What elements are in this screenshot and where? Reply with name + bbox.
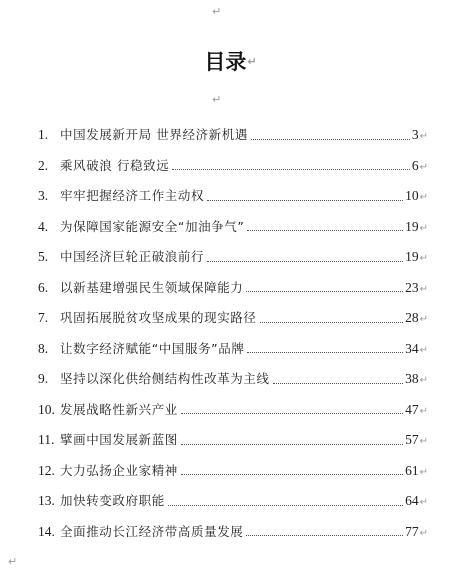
- toc-entry-title: 牢牢把握经济工作主动权: [60, 188, 205, 204]
- toc-entry-page: 47: [405, 401, 419, 417]
- toc-entry-title: 大力弘扬企业家精神: [60, 462, 178, 478]
- toc-entry-page: 34: [405, 340, 419, 356]
- table-of-contents: [38, 120, 428, 547]
- toc-entry-title: 擘画中国发展新蓝图: [60, 432, 178, 448]
- toc-entry-number: 9.: [38, 371, 49, 387]
- paragraph-mark-icon: ↵: [419, 161, 428, 173]
- toc-leader-dots: [273, 383, 404, 384]
- toc-entry[interactable]: [38, 120, 428, 151]
- toc-entry-title: 为保障国家能源安全“加油争气”: [60, 218, 245, 234]
- paragraph-mark-icon: ↵: [419, 466, 428, 478]
- paragraph-mark-icon: ↵: [419, 283, 428, 295]
- toc-entry-title: 以新基建增强民生领域保障能力: [60, 279, 244, 295]
- title-text: 目录: [204, 50, 247, 74]
- paragraph-mark-icon: ↵: [419, 344, 428, 356]
- paragraph-mark-icon: ↵: [419, 375, 428, 387]
- toc-entry[interactable]: [38, 425, 428, 456]
- toc-leader-dots: [181, 474, 403, 475]
- toc-entry-page: 38: [405, 371, 419, 387]
- toc-entry-title: 乘风破浪 行稳致远: [60, 157, 170, 173]
- paragraph-mark-icon: ↵: [419, 497, 428, 509]
- toc-entry[interactable]: [38, 334, 428, 365]
- toc-entry[interactable]: [38, 212, 428, 243]
- paragraph-mark-icon: ↵: [419, 192, 428, 204]
- paragraph-mark-icon: ↵: [212, 5, 222, 18]
- toc-leader-dots: [247, 352, 403, 353]
- paragraph-mark-icon: ↵: [247, 55, 257, 68]
- toc-leader-dots: [246, 291, 403, 292]
- toc-entry-title: 坚持以深化供给侧结构性改革为主线: [60, 371, 270, 387]
- toc-entry-title: 全面推动长江经济带高质量发展: [60, 523, 244, 539]
- paragraph-mark-icon: ↵: [419, 527, 428, 539]
- toc-entry-number: 3.: [38, 188, 49, 204]
- toc-entry-number: 13.: [38, 493, 55, 509]
- toc-entry-title: 中国发展新开局 世界经济新机遇: [60, 127, 248, 143]
- toc-leader-dots: [260, 322, 404, 323]
- toc-leader-dots: [207, 261, 403, 262]
- toc-entry[interactable]: [38, 273, 428, 304]
- paragraph-mark-icon: ↵: [419, 222, 428, 234]
- toc-entry-page: 57: [405, 432, 419, 448]
- toc-entry[interactable]: [38, 456, 428, 487]
- toc-entry-page: 77: [405, 523, 419, 539]
- toc-leader-dots: [207, 200, 403, 201]
- toc-entry-title: 加快转变政府职能: [60, 493, 165, 509]
- toc-entry-page: 19: [405, 218, 419, 234]
- paragraph-mark-icon: ↵: [419, 314, 428, 326]
- toc-entry-number: 2.: [38, 157, 49, 173]
- toc-entry[interactable]: [38, 517, 428, 548]
- toc-leader-dots: [168, 505, 403, 506]
- toc-entry-title: 中国经济巨轮正破浪前行: [60, 249, 205, 265]
- paragraph-mark-icon: ↵: [419, 405, 428, 417]
- toc-entry-number: 11.: [38, 432, 55, 448]
- toc-entry-number: 8.: [38, 340, 49, 356]
- toc-leader-dots: [172, 169, 409, 170]
- toc-entry-number: 14.: [38, 523, 55, 539]
- toc-leader-dots: [247, 230, 403, 231]
- document-title: [0, 49, 460, 75]
- toc-entry[interactable]: [38, 242, 428, 273]
- toc-entry-page: 61: [405, 462, 419, 478]
- paragraph-mark-icon: ↵: [419, 253, 428, 265]
- toc-entry-title: 发展战略性新兴产业: [60, 401, 178, 417]
- toc-entry-title: 让数字经济赋能“中国服务”品牌: [60, 340, 245, 356]
- toc-entry-page: 19: [405, 249, 419, 265]
- toc-entry-number: 12.: [38, 462, 55, 478]
- toc-entry[interactable]: [38, 303, 428, 334]
- toc-entry-page: 23: [405, 279, 419, 295]
- paragraph-mark-icon: ↵: [8, 555, 18, 568]
- toc-entry-number: 10.: [38, 401, 55, 417]
- toc-entry-number: 5.: [38, 249, 49, 265]
- paragraph-mark-icon: ↵: [212, 93, 222, 106]
- toc-entry-title: 巩固拓展脱贫攻坚成果的现实路径: [60, 310, 257, 326]
- toc-entry-page: 28: [405, 310, 419, 326]
- toc-entry[interactable]: [38, 151, 428, 182]
- toc-entry-page: 10: [405, 188, 419, 204]
- paragraph-mark-icon: ↵: [419, 436, 428, 448]
- toc-entry-page: 64: [405, 493, 419, 509]
- toc-leader-dots: [251, 139, 410, 140]
- paragraph-mark-icon: ↵: [419, 131, 428, 143]
- toc-entry-number: 6.: [38, 279, 49, 295]
- toc-entry-page: 3: [411, 127, 419, 143]
- toc-entry-page: 6: [411, 157, 419, 173]
- toc-entry-number: 7.: [38, 310, 49, 326]
- toc-leader-dots: [181, 444, 403, 445]
- toc-entry-number: 4.: [38, 218, 49, 234]
- toc-entry[interactable]: [38, 486, 428, 517]
- toc-leader-dots: [246, 535, 403, 536]
- toc-leader-dots: [181, 413, 403, 414]
- toc-entry[interactable]: [38, 364, 428, 395]
- toc-entry[interactable]: [38, 395, 428, 426]
- toc-entry[interactable]: [38, 181, 428, 212]
- toc-entry-number: 1.: [38, 127, 49, 143]
